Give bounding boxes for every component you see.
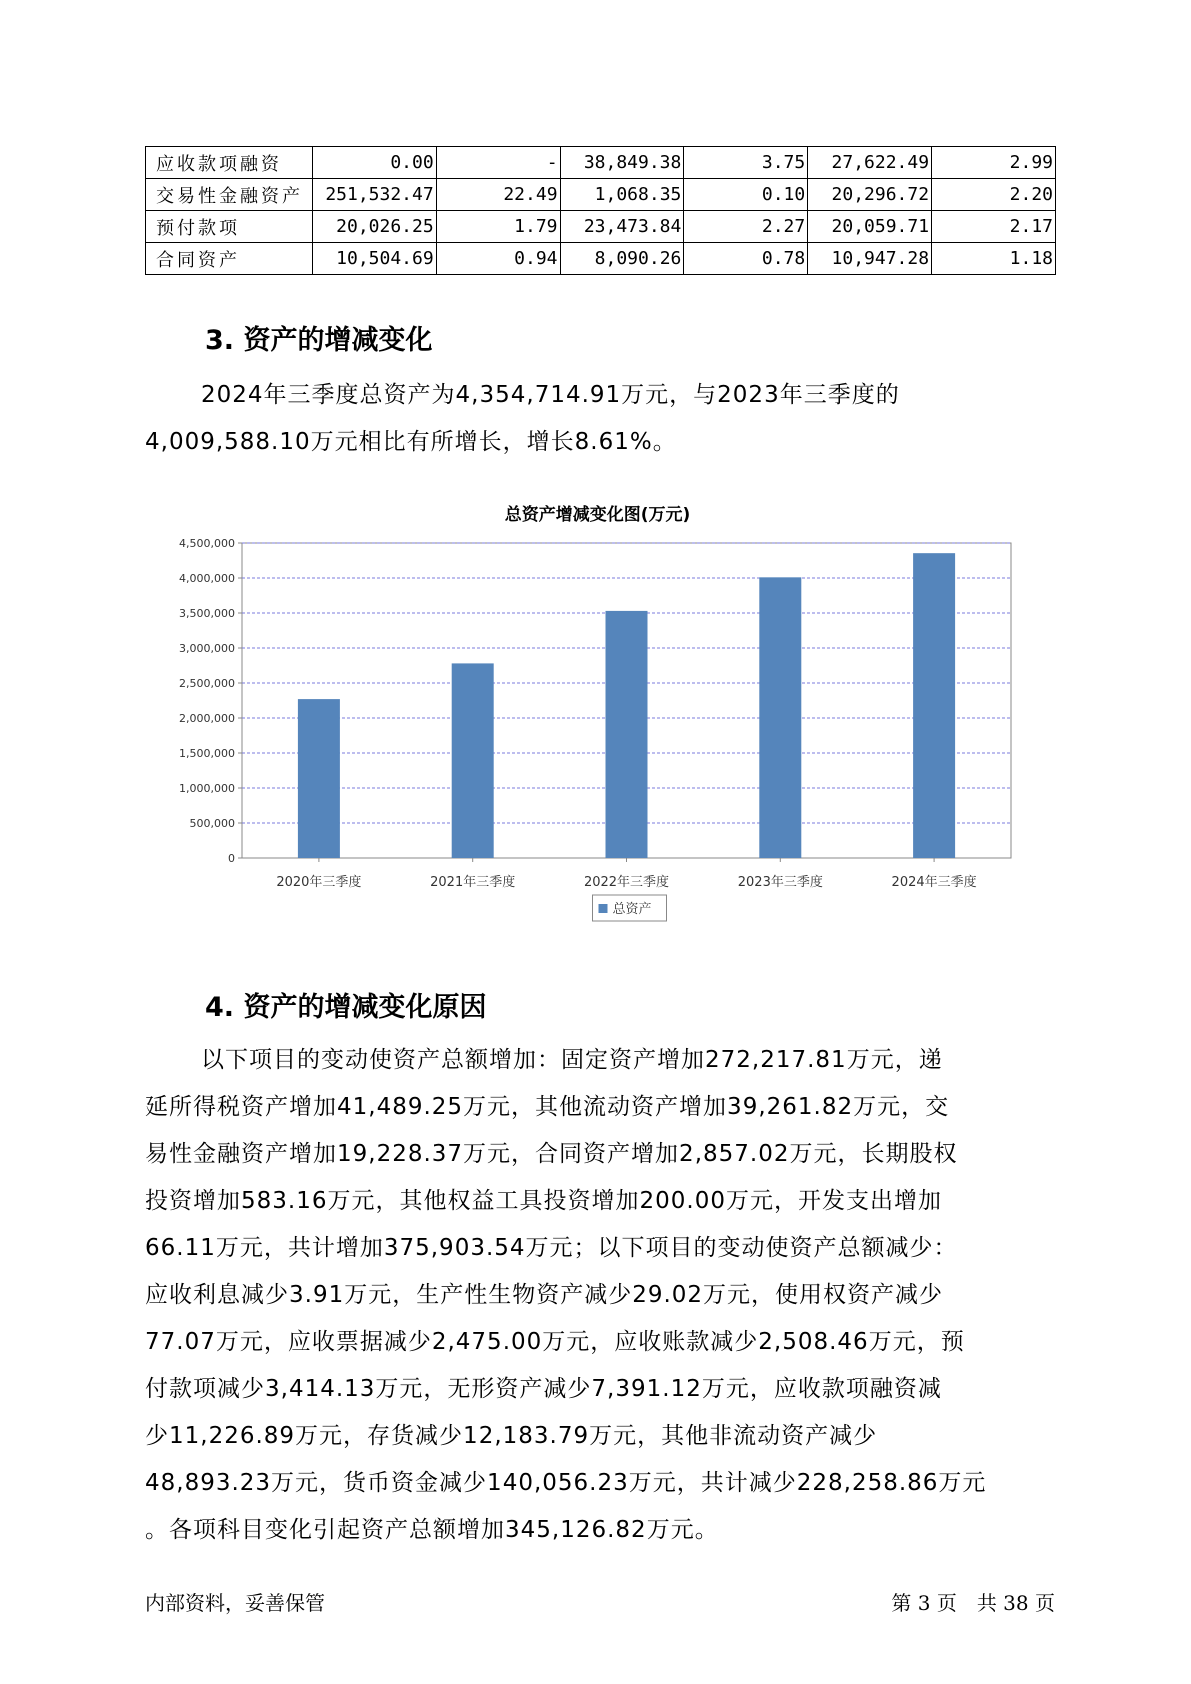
y-tick-label: 3,000,000 [179, 642, 235, 655]
cell-value: 0.00 [312, 147, 436, 179]
paragraph-line: 少11,226.89万元，存货减少12,183.79万元，其他非流动资产减少 [145, 1423, 878, 1449]
bar [606, 611, 648, 858]
legend-swatch [599, 904, 608, 913]
cell-value: 10,947.28 [808, 243, 932, 275]
x-tick-label: 2024年三季度 [891, 875, 977, 890]
row-name: 交易性金融资产 [146, 179, 313, 211]
cell-percent: 2.27 [684, 211, 808, 243]
page-number: 第 3 页 共 38 页 [891, 1591, 1055, 1615]
table-row [146, 147, 1056, 179]
paragraph-line: 66.11万元，共计增加375,903.54万元；以下项目的变动使资产总额减少： [145, 1235, 958, 1261]
cell-value: 8,090.26 [560, 243, 684, 275]
paragraph-line: 77.07万元，应收票据减少2,475.00万元，应收账款减少2,508.46万元，预 [145, 1329, 965, 1355]
table-row [146, 179, 1056, 211]
cell-value: 1,068.35 [560, 179, 684, 211]
cell-value: 20,059.71 [808, 211, 932, 243]
paragraph-line: 。各项科目变化引起资产总额增加345,126.82万元。 [145, 1517, 719, 1543]
cell-value: 20,026.25 [312, 211, 436, 243]
cell-percent: 0.10 [684, 179, 808, 211]
footer-left: 内部资料，妥善保管 [145, 1591, 325, 1615]
paragraph-line: 以下项目的变动使资产总额增加：固定资产增加272,217.81万元，递 [201, 1047, 943, 1073]
cell-value: 23,473.84 [560, 211, 684, 243]
bar [298, 699, 340, 858]
row-name: 应收款项融资 [146, 147, 313, 179]
cell-percent: 1.18 [932, 243, 1056, 275]
y-tick-label: 4,000,000 [179, 572, 235, 585]
y-tick-label: 1,500,000 [179, 747, 235, 760]
y-tick-label: 3,500,000 [179, 607, 235, 620]
cell-value: 27,622.49 [808, 147, 932, 179]
cell-percent: 3.75 [684, 147, 808, 179]
table-row [146, 243, 1056, 275]
chart-title: 总资产增减变化图(万元) [504, 505, 691, 525]
paragraph-line: 延所得税资产增加41,489.25万元，其他流动资产增加39,261.82万元，交 [145, 1094, 950, 1120]
paragraph-line: 4,009,588.10万元相比有所增长，增长8.61%。 [145, 429, 677, 455]
section4-heading: 4. 资产的增减变化原因 [205, 992, 487, 1023]
cell-percent: 0.94 [436, 243, 560, 275]
cell-percent: 0.78 [684, 243, 808, 275]
bar [913, 553, 955, 858]
cell-value: 38,849.38 [560, 147, 684, 179]
cell-percent: 2.20 [932, 179, 1056, 211]
x-tick-label: 2020年三季度 [276, 875, 362, 890]
y-tick-label: 2,000,000 [179, 712, 235, 725]
row-name: 合同资产 [146, 243, 313, 275]
section3-paragraph [145, 372, 1050, 466]
row-name: 预付款项 [146, 211, 313, 243]
x-tick-label: 2022年三季度 [583, 875, 670, 890]
section4-paragraph [145, 1037, 1050, 1554]
y-tick-label: 1,000,000 [179, 782, 235, 795]
y-tick-label: 4,500,000 [179, 537, 235, 550]
cell-percent: 2.17 [932, 211, 1056, 243]
paragraph-line: 易性金融资产增加19,228.37万元，合同资产增加2,857.02万元，长期股权 [145, 1141, 958, 1167]
y-tick-label: 2,500,000 [179, 677, 235, 690]
paragraph-line: 48,893.23万元，货币资金减少140,056.23万元，共计减少228,258.86万元 [145, 1470, 987, 1496]
bar [452, 663, 494, 858]
paragraph-line: 投资增加583.16万元，其他权益工具投资增加200.00万元，开发支出增加 [145, 1188, 942, 1214]
paragraph-line: 付款项减少3,414.13万元，无形资产减少7,391.12万元，应收款项融资减 [145, 1376, 942, 1402]
table-row [146, 211, 1056, 243]
cell-percent: 2.99 [932, 147, 1056, 179]
x-tick-label: 2021年三季度 [430, 875, 516, 890]
y-tick-label: 0 [228, 852, 235, 865]
cell-percent: 1.79 [436, 211, 560, 243]
cell-value: 10,504.69 [312, 243, 436, 275]
cell-value: 20,296.72 [808, 179, 932, 211]
cell-percent: - [436, 147, 560, 179]
total-assets-bar-chart [145, 530, 1055, 940]
x-tick-label: 2023年三季度 [737, 875, 823, 890]
cell-value: 251,532.47 [312, 179, 436, 211]
legend-label: 总资产 [612, 902, 652, 917]
bar [759, 577, 801, 858]
financial-table [145, 146, 1056, 275]
y-tick-label: 500,000 [189, 817, 235, 830]
cell-percent: 22.49 [436, 179, 560, 211]
paragraph-line: 2024年三季度总资产为4,354,714.91万元，与2023年三季度的 [201, 382, 900, 408]
paragraph-line: 应收利息减少3.91万元，生产性生物资产减少29.02万元，使用权资产减少 [145, 1282, 944, 1308]
section3-heading: 3. 资产的增减变化 [205, 325, 433, 356]
